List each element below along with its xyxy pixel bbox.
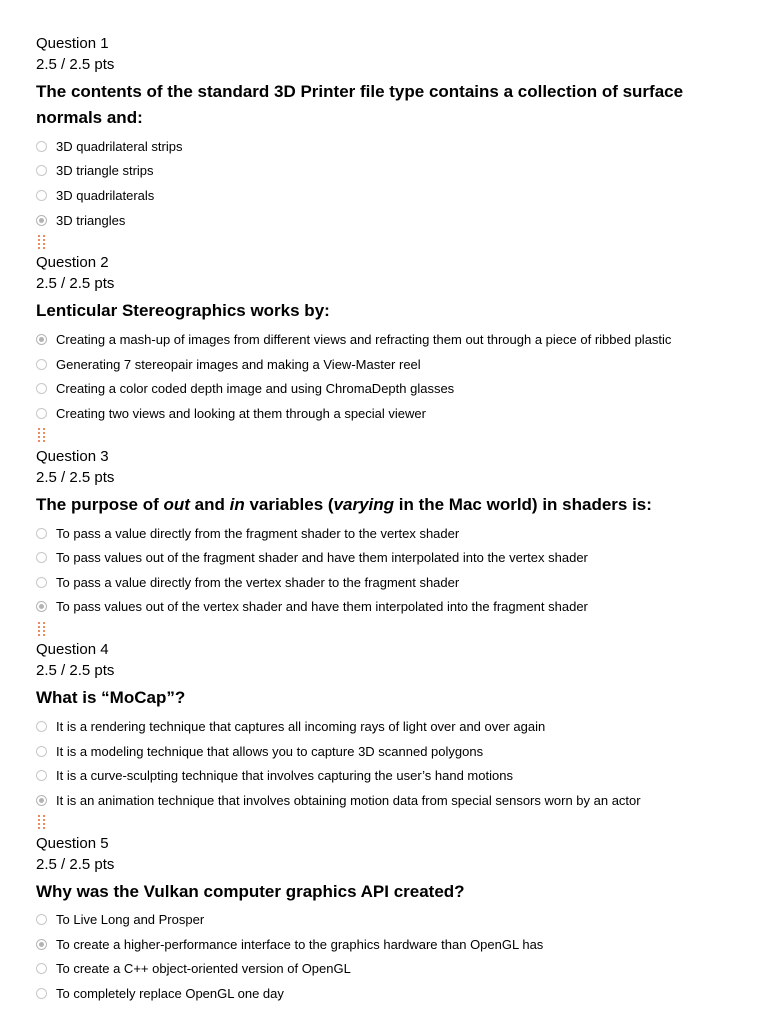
question-points: 2.5 / 2.5 pts xyxy=(36,855,115,873)
radio-button[interactable] xyxy=(36,141,47,152)
question-points: 2.5 / 2.5 pts xyxy=(36,468,115,486)
answer-label: It is a modeling technique that allows you to capture 3D scanned polygons xyxy=(56,743,484,759)
answer-option[interactable] xyxy=(36,159,736,184)
answer-list xyxy=(36,521,736,619)
answer-label: 3D triangles xyxy=(56,212,126,228)
radio-button[interactable] xyxy=(36,577,47,588)
radio-button[interactable] xyxy=(36,165,47,176)
drag-handle-icon[interactable] xyxy=(36,619,736,639)
radio-button[interactable] xyxy=(36,746,47,757)
answer-option[interactable] xyxy=(36,352,736,377)
answer-option[interactable] xyxy=(36,327,736,352)
radio-button[interactable] xyxy=(36,721,47,732)
answer-label: Creating two views and looking at them through a special viewer xyxy=(56,405,426,421)
answer-label: To completely replace OpenGL one day xyxy=(56,986,284,1002)
question-points: 2.5 / 2.5 pts xyxy=(36,275,115,293)
radio-button-selected[interactable] xyxy=(36,215,47,226)
question-3 xyxy=(36,446,736,639)
question-number: Question 2 xyxy=(36,254,109,272)
answer-label: To create a C++ object-oriented version of OpenGL xyxy=(56,961,351,977)
answer-option[interactable] xyxy=(36,763,736,788)
answer-label: 3D quadrilateral strips xyxy=(56,138,183,154)
answer-label: It is an animation technique that involves obtaining motion data from special sensors worn by an actor xyxy=(56,792,641,808)
radio-button-selected[interactable] xyxy=(36,601,47,612)
answer-label: To create a higher-performance interface to the graphics hardware than OpenGL has xyxy=(56,936,544,952)
question-points: 2.5 / 2.5 pts xyxy=(36,662,115,680)
answer-option[interactable] xyxy=(36,981,736,1006)
answer-option[interactable] xyxy=(36,377,736,402)
radio-button[interactable] xyxy=(36,552,47,563)
question-text: Lenticular Stereographics works by: xyxy=(36,301,330,321)
answer-option[interactable] xyxy=(36,788,736,813)
radio-button[interactable] xyxy=(36,383,47,394)
question-number: Question 4 xyxy=(36,641,109,659)
answer-list xyxy=(36,908,736,1006)
answer-label: To pass values out of the vertex shader and have them interpolated into the fragment shader xyxy=(56,599,588,615)
question-text: The contents of the standard 3D Printer file type contains a collection of surface normals and: xyxy=(36,82,684,127)
radio-button[interactable] xyxy=(36,408,47,419)
question-text: What is “MoCap”? xyxy=(36,688,186,708)
answer-option[interactable] xyxy=(36,208,736,233)
question-number: Question 5 xyxy=(36,834,109,852)
radio-button[interactable] xyxy=(36,359,47,370)
answer-label: To pass a value directly from the vertex shader to the fragment shader xyxy=(56,574,460,590)
question-4 xyxy=(36,639,736,832)
answer-option[interactable] xyxy=(36,183,736,208)
question-text: The purpose of out and in variables (varying in the Mac world) in shaders is: xyxy=(36,494,652,514)
answer-option[interactable] xyxy=(36,545,736,570)
answer-option[interactable] xyxy=(36,932,736,957)
question-1 xyxy=(36,33,736,252)
answer-list xyxy=(36,134,736,232)
answer-label: To pass values out of the fragment shader and have them interpolated into the vertex shader xyxy=(56,550,588,566)
answer-label: It is a curve-sculpting technique that involves capturing the user’s hand motions xyxy=(56,768,513,784)
radio-button-selected[interactable] xyxy=(36,334,47,345)
answer-label: 3D triangle strips xyxy=(56,163,154,179)
answer-option[interactable] xyxy=(36,570,736,595)
radio-button[interactable] xyxy=(36,963,47,974)
answer-list xyxy=(36,714,736,812)
drag-handle-icon[interactable] xyxy=(36,426,736,446)
radio-button[interactable] xyxy=(36,190,47,201)
question-points: 2.5 / 2.5 pts xyxy=(36,56,115,73)
radio-button[interactable] xyxy=(36,770,47,781)
answer-label: Generating 7 stereopair images and making a View-Master reel xyxy=(56,356,421,372)
answer-option[interactable] xyxy=(36,908,736,933)
answer-option[interactable] xyxy=(36,134,736,159)
radio-button[interactable] xyxy=(36,528,47,539)
answer-option[interactable] xyxy=(36,401,736,426)
answer-label: 3D quadrilaterals xyxy=(56,187,155,203)
question-2 xyxy=(36,252,736,445)
drag-handle-icon[interactable] xyxy=(36,232,736,252)
answer-option[interactable] xyxy=(36,739,736,764)
answer-option[interactable] xyxy=(36,595,736,620)
answer-label: To pass a value directly from the fragment shader to the vertex shader xyxy=(56,525,460,541)
answer-option[interactable] xyxy=(36,714,736,739)
question-text: Why was the Vulkan computer graphics API created? xyxy=(36,881,465,901)
quiz-results xyxy=(36,33,736,1006)
drag-handle-icon[interactable] xyxy=(36,813,736,833)
question-number: Question 1 xyxy=(36,35,109,52)
radio-button-selected[interactable] xyxy=(36,939,47,950)
answer-option[interactable] xyxy=(36,957,736,982)
radio-button[interactable] xyxy=(36,988,47,999)
answer-label: Creating a mash-up of images from different views and refracting them out through a piece of ribbed plastic xyxy=(56,332,672,348)
answer-option[interactable] xyxy=(36,521,736,546)
answer-list xyxy=(36,327,736,425)
answer-label: It is a rendering technique that captures all incoming rays of light over and over again xyxy=(56,718,546,734)
radio-button[interactable] xyxy=(36,914,47,925)
answer-label: To Live Long and Prosper xyxy=(56,912,205,928)
answer-label: Creating a color coded depth image and using ChromaDepth glasses xyxy=(56,381,455,397)
question-number: Question 3 xyxy=(36,447,109,465)
radio-button-selected[interactable] xyxy=(36,795,47,806)
question-5 xyxy=(36,833,736,1006)
